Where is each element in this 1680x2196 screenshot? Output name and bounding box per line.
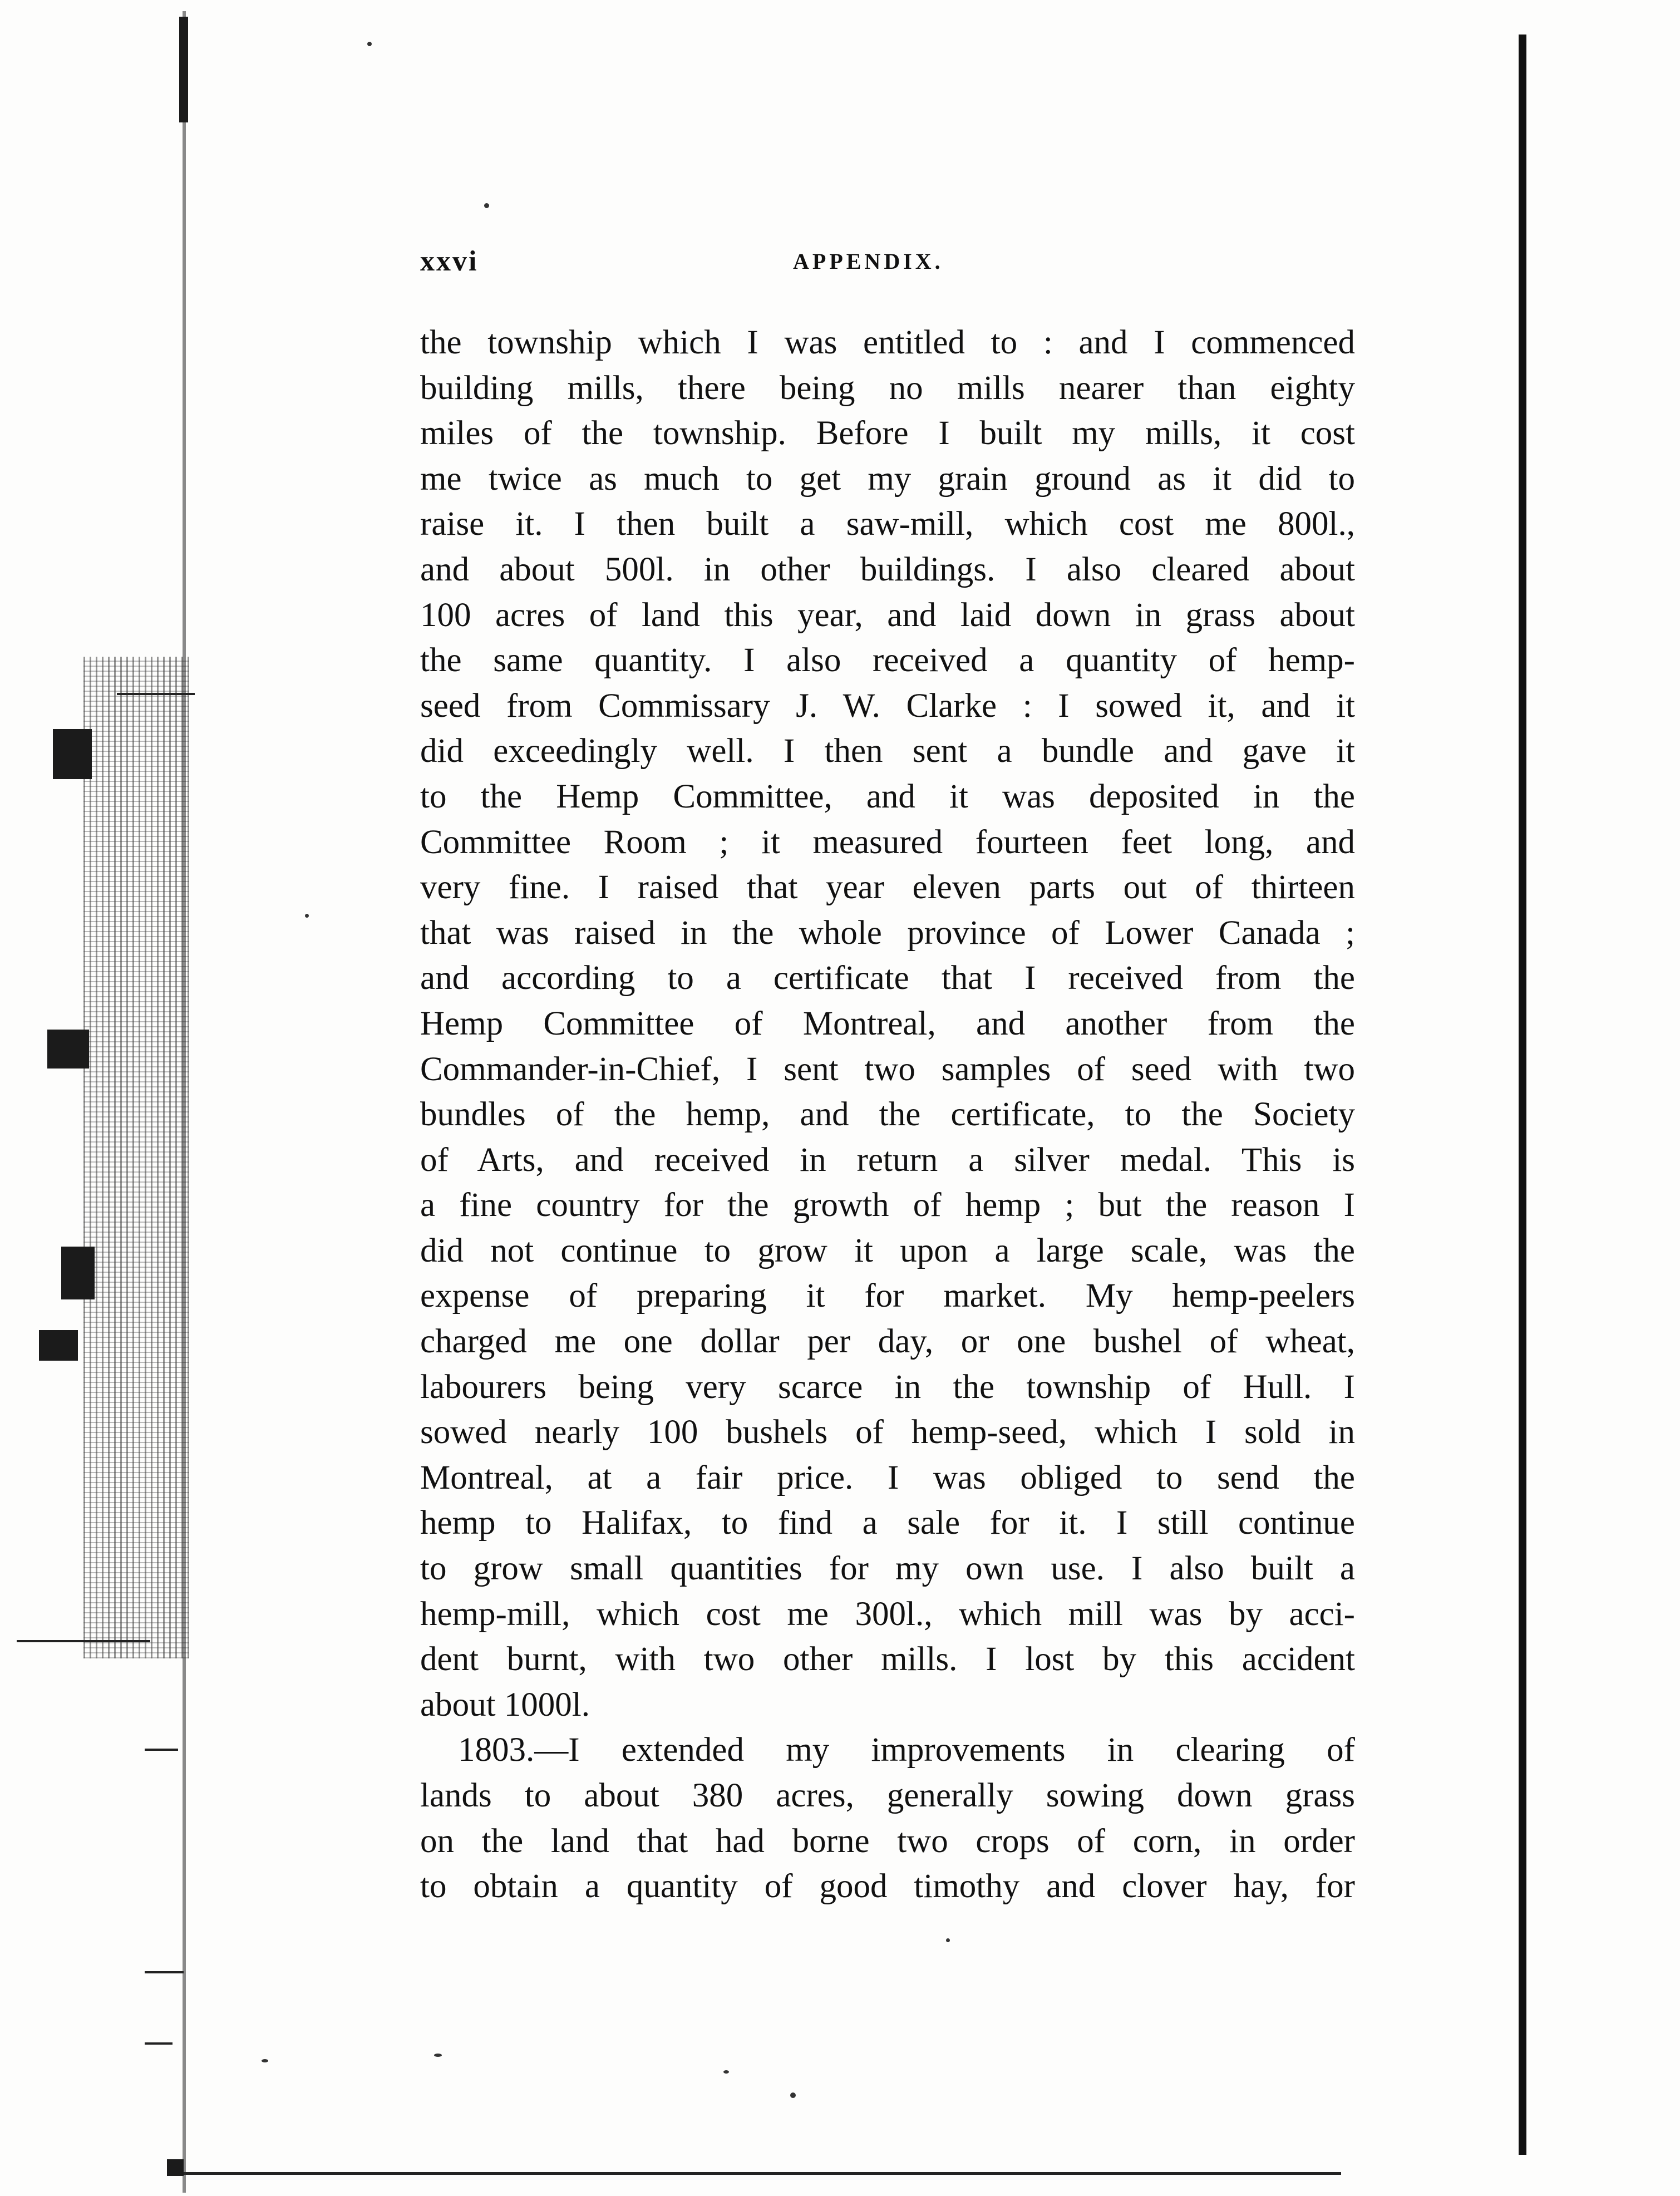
bleed-through-block [39, 1330, 78, 1361]
scan-speck [946, 1938, 950, 1942]
bleed-through-block [167, 2159, 184, 2176]
text-line: miles of the township. Before I built my mills, it cost [420, 415, 1355, 452]
bleed-through-block [53, 729, 92, 779]
text-line: building mills, there being no mills nearer than eighty [420, 369, 1355, 407]
text-line: about 1000l. [420, 1686, 590, 1724]
bleed-through-noise [83, 657, 189, 1658]
text-line: lands to about 380 acres, generally sowing down grass [420, 1777, 1355, 1814]
body-text [420, 320, 1355, 1909]
bleed-through-block [47, 1030, 89, 1069]
scan-speck [367, 42, 372, 46]
text-line: the township which I was entitled to : and I commenced [420, 324, 1355, 361]
text-line: labourers being very scarce in the township of Hull. I [420, 1368, 1355, 1406]
margin-rule [145, 1971, 184, 1973]
scan-edge-bottom-rule [167, 2172, 1341, 2175]
text-line: to the Hemp Committee, and it was deposited in the [420, 777, 1355, 815]
scan-speck [484, 203, 489, 208]
margin-rule [117, 693, 195, 695]
text-line: the same quantity. I also received a quantity of hemp- [420, 642, 1355, 680]
running-title: APPENDIX. [793, 249, 944, 274]
scan-speck [262, 2059, 268, 2062]
text-line: very fine. I raised that year eleven parts out of thirteen [420, 869, 1355, 907]
text-line: and according to a certificate that I received from the [420, 959, 1355, 997]
paragraph-start-line: 1803.—I extended my improvements in clearing of [458, 1731, 1355, 1769]
scan-edge-right-rule [1519, 35, 1526, 2155]
text-line: to grow small quantities for my own use. I also built a [420, 1550, 1355, 1588]
text-line: seed from Commissary J. W. Clarke : I sowed it, and it [420, 687, 1355, 725]
margin-rule [17, 1640, 150, 1642]
text-line: sowed nearly 100 bushels of hemp-seed, which I sold in [420, 1414, 1355, 1451]
text-line: 100 acres of land this year, and laid down in grass about [420, 596, 1355, 634]
text-line: bundles of the hemp, and the certificate, to the Society [420, 1096, 1355, 1134]
bleed-through-block [179, 17, 188, 122]
text-line: Commander-in-Chief, I sent two samples of seed with two [420, 1050, 1355, 1088]
running-header [420, 245, 1355, 284]
text-line: that was raised in the whole province of Lower Canada ; [420, 914, 1355, 952]
bleed-through-block [61, 1247, 95, 1299]
text-line: charged me one dollar per day, or one bushel of wheat, [420, 1323, 1355, 1361]
text-line: hemp-mill, which cost me 300l., which mill was by acci- [420, 1595, 1355, 1633]
text-line: Hemp Committee of Montreal, and another from the [420, 1005, 1355, 1042]
text-line: raise it. I then built a saw-mill, which cost me 800l., [420, 505, 1355, 543]
text-line: Montreal, at a fair price. I was obliged to send the [420, 1459, 1355, 1496]
text-line: of Arts, and received in return a silver medal. This is [420, 1141, 1355, 1179]
margin-rule [145, 1749, 178, 1751]
text-line: me twice as much to get my grain ground as it did to [420, 460, 1355, 498]
page-number: xxvi [420, 245, 479, 277]
text-line: dent burnt, with two other mills. I lost by this accident [420, 1641, 1355, 1678]
margin-rule [145, 2042, 173, 2045]
text-line: hemp to Halifax, to find a sale for it. I still continue [420, 1504, 1355, 1542]
scan-speck [723, 2070, 729, 2074]
scan-speck [305, 914, 309, 918]
text-line: did exceedingly well. I then sent a bundle and gave it [420, 732, 1355, 770]
text-line: a fine country for the growth of hemp ; but the reason I [420, 1186, 1355, 1224]
scan-speck [434, 2054, 442, 2057]
text-line: did not continue to grow it upon a large scale, was the [420, 1232, 1355, 1269]
text-line: expense of preparing it for market. My hemp-peelers [420, 1277, 1355, 1315]
text-line: and about 500l. in other buildings. I also cleared about [420, 550, 1355, 588]
text-line: to obtain a quantity of good timothy and clover hay, for [420, 1868, 1355, 1906]
scan-speck [790, 2092, 796, 2098]
text-line: on the land that had borne two crops of corn, in order [420, 1822, 1355, 1860]
text-line: Committee Room ; it measured fourteen feet long, and [420, 823, 1355, 861]
